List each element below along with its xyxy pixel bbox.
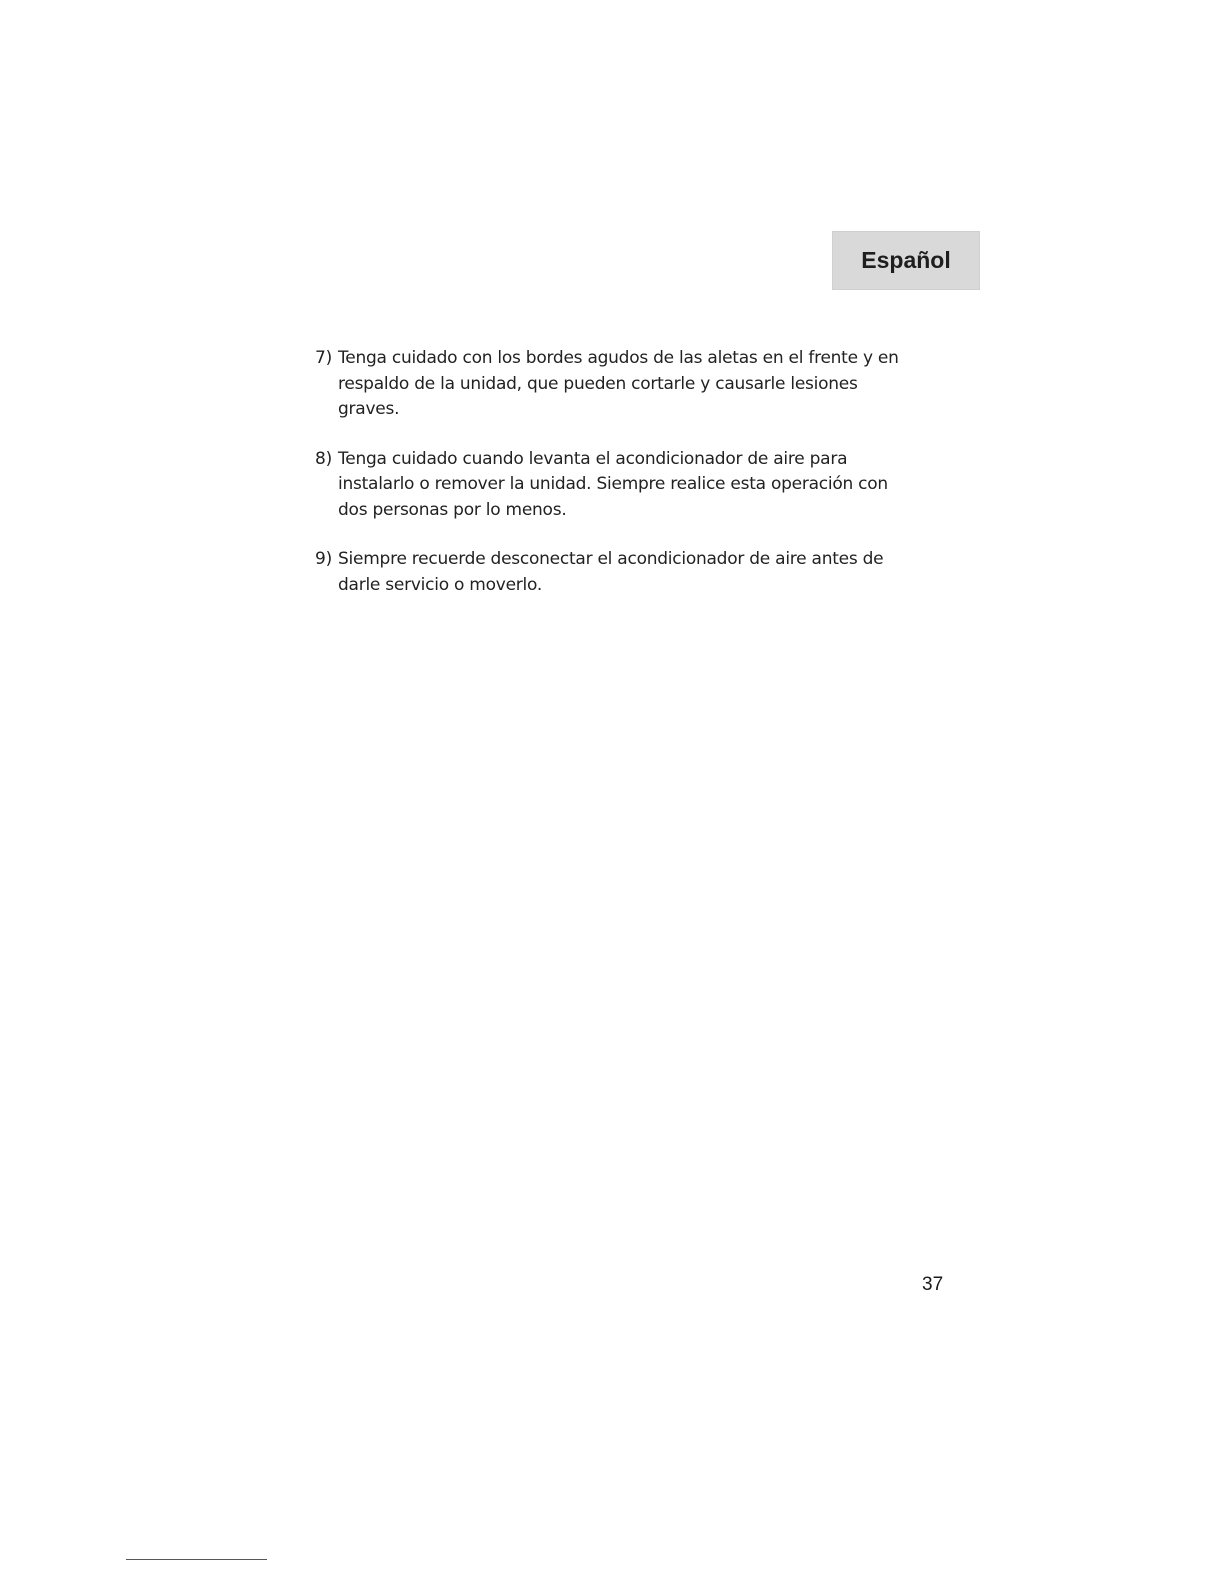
item-line: Tenga cuidado con los bordes agudos de las aletas en el frente y en xyxy=(338,348,899,368)
item-number: 8) xyxy=(315,448,332,469)
item-text xyxy=(338,447,908,524)
language-tab: Español xyxy=(832,231,980,290)
item-line: instalarlo o remover la unidad. Siempre realice esta operación con xyxy=(338,474,888,494)
item-number: 9) xyxy=(315,549,332,569)
item-line: Tenga cuidado cuando levanta el acondicionador de aire para xyxy=(338,448,848,469)
footer-rule xyxy=(126,1559,267,1560)
page-number: 37 xyxy=(922,1274,944,1295)
item-line: darle servicio o moverlo. xyxy=(338,574,543,595)
list-item xyxy=(315,447,915,524)
item-text xyxy=(338,547,908,598)
list-item xyxy=(315,346,915,423)
item-line: Siempre recuerde desconectar el acondicionador de aire antes de xyxy=(338,549,884,569)
item-number: 7) xyxy=(315,348,332,368)
item-line: respaldo de la unidad, que pueden cortarle y causarle lesiones graves. xyxy=(338,373,858,419)
list-item xyxy=(315,547,915,598)
item-text xyxy=(338,346,908,423)
item-line: dos personas por lo menos. xyxy=(338,499,567,520)
safety-instructions-list xyxy=(315,346,915,598)
